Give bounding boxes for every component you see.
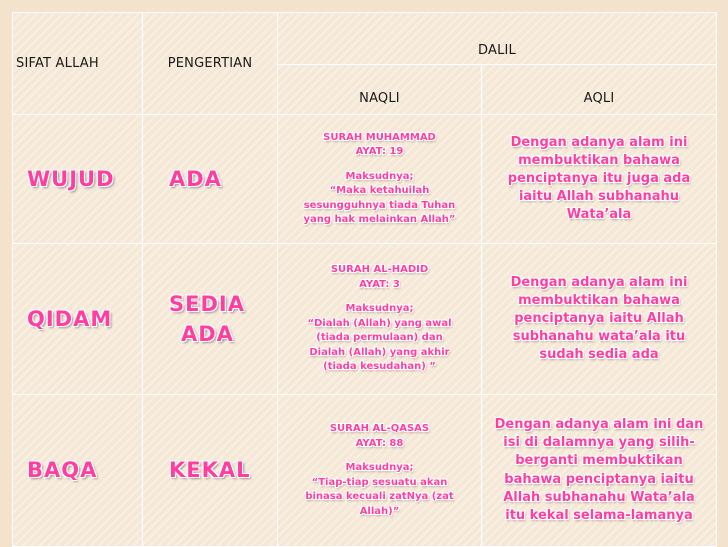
aqli-line: penciptanya itu juga ada [507, 170, 691, 186]
aqli-cell [482, 395, 717, 547]
aqli-cell [482, 244, 717, 395]
table-row [13, 115, 717, 244]
naqli-line: Maksudnya; [345, 170, 414, 182]
sifat-cell [13, 244, 143, 395]
pengertian-text: ADA [169, 166, 222, 191]
naqli-line: “Maka ketahuilah [329, 185, 430, 196]
pengertian-cell [143, 115, 278, 244]
naqli-surah: SURAH AL-HADID [330, 264, 429, 276]
pengertian-text: KEKAL [169, 458, 251, 483]
naqli-line: Maksudnya; [345, 303, 414, 315]
aqli-line: itu kekal selama-lamanya [505, 507, 693, 523]
naqli-cell [278, 244, 482, 395]
sifat-name: WUJUD [27, 166, 115, 191]
aqli-cell [482, 115, 717, 244]
table-row [13, 244, 717, 395]
naqli-ayat: AYAT: 88 [355, 437, 404, 449]
pengertian-cell [143, 244, 278, 395]
header-pengertian: PENGERTIAN [143, 13, 278, 115]
aqli-line: bahawa penciptanya iaitu [504, 471, 694, 487]
naqli-line: (tiada permulaan) dan [316, 332, 443, 344]
aqli-line: Dengan adanya alam ini dan [494, 416, 704, 432]
aqli-line: Dengan adanya alam ini [510, 274, 688, 290]
aqli-line: Wata’ala [566, 207, 632, 223]
dalil-table-container [12, 12, 716, 546]
sifat-cell [13, 395, 143, 547]
aqli-line: subhanahu wata’ala itu [512, 329, 686, 345]
naqli-line: “Tiap-tiap sesuatu akan [311, 476, 448, 488]
sifat-allah-table [12, 12, 717, 547]
naqli-ayat: AYAT: 3 [359, 278, 400, 290]
header-dalil: DALIL [278, 13, 717, 65]
table-row [13, 395, 717, 547]
header-sifat-allah: SIFAT ALLAH [13, 13, 143, 115]
sifat-cell [13, 115, 143, 244]
naqli-cell [278, 115, 482, 244]
naqli-line: Dialah (Allah) yang akhir [309, 346, 450, 358]
naqli-line: yang hak melainkan Allah” [303, 214, 456, 225]
naqli-line: (tiada kesudahan) ” [323, 361, 436, 373]
header-row-1 [13, 13, 717, 65]
aqli-line: membuktikan bahawa [518, 152, 680, 168]
naqli-line: binasa kecuali zatNya (zat [305, 491, 454, 502]
sifat-name: BAQA [27, 458, 98, 483]
naqli-surah: SURAH MUHAMMAD [323, 131, 436, 143]
aqli-line: penciptanya iaitu Allah [514, 310, 684, 326]
naqli-cell [278, 395, 482, 547]
aqli-line: Allah subhanahu Wata’ala [503, 489, 695, 505]
naqli-ayat: AYAT: 19 [355, 146, 404, 157]
naqli-line: sesungguhnya tiada Tuhan [303, 199, 456, 211]
naqli-line: Allah)” [359, 505, 400, 517]
header-naqli: NAQLI [278, 65, 482, 115]
naqli-line: Maksudnya; [345, 462, 414, 473]
aqli-line: Dengan adanya alam ini [510, 134, 688, 150]
sifat-name: QIDAM [27, 306, 113, 331]
pengertian-cell [143, 395, 278, 547]
naqli-surah: SURAH AL-QASAS [329, 423, 430, 434]
header-aqli: AQLI [482, 65, 717, 115]
pengertian-text: SEDIA [169, 291, 245, 316]
aqli-line: isi di dalamnya yang silih- [503, 435, 695, 451]
aqli-line: membuktikan bahawa [518, 292, 680, 308]
pengertian-text: ADA [181, 322, 234, 346]
aqli-line: sudah sedia ada [539, 347, 659, 363]
naqli-line: “Dialah (Allah) yang awal [307, 317, 452, 329]
aqli-line: iaitu Allah subhanahu [518, 189, 680, 205]
aqli-line: berganti membuktikan [515, 453, 683, 469]
